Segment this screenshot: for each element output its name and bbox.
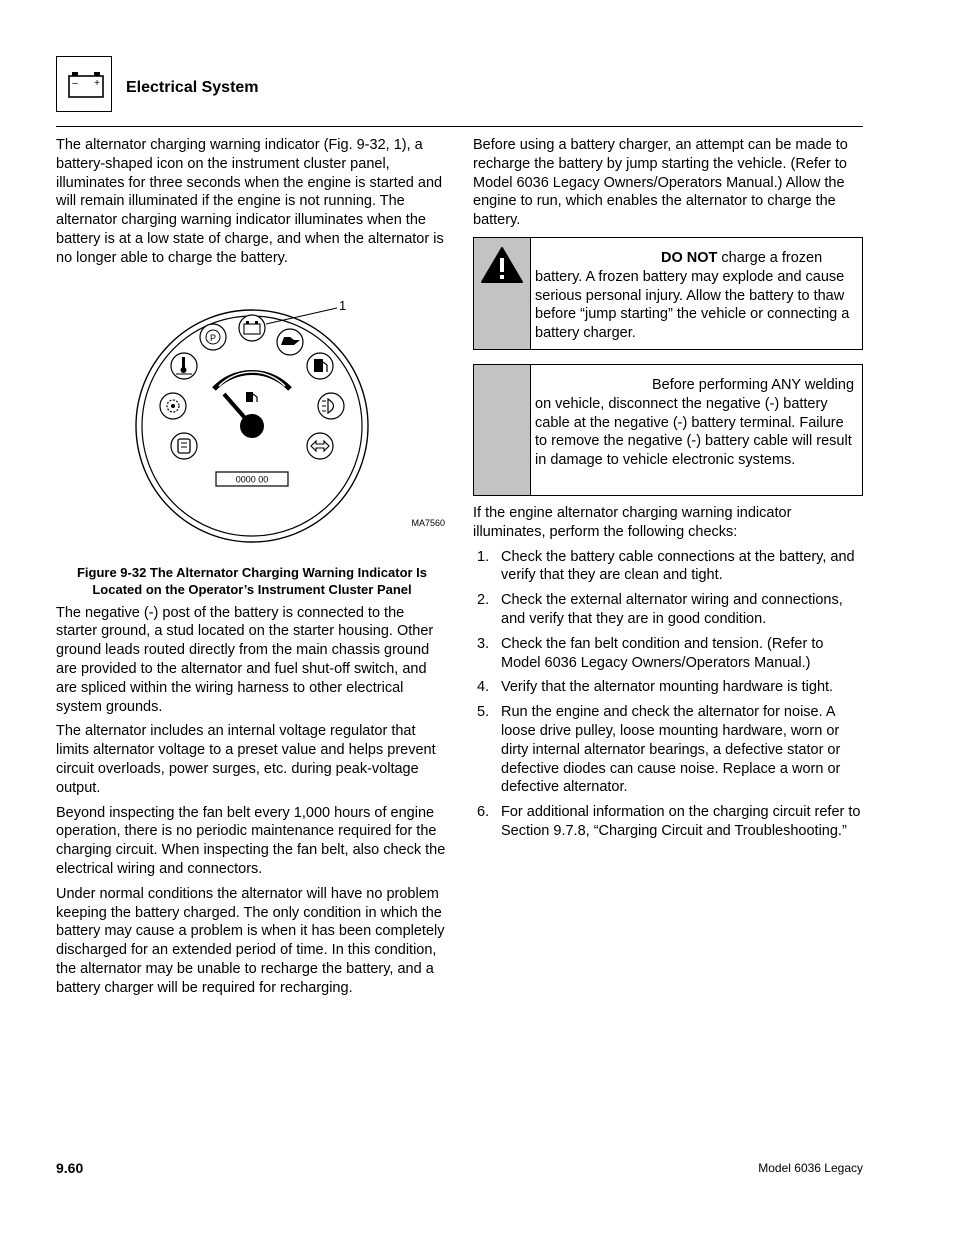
battery-icon-box (56, 56, 112, 112)
warning-message: charge a frozen battery. A frozen battery may explode and cause serious personal injury. Allow the battery to thaw before “jump starting” the vehicle or connecting a battery charger. (535, 249, 850, 342)
transmission-temperature-lamp-icon (160, 393, 186, 419)
figure-caption: Figure 9-32 The Alternator Charging Warning Indicator Is Located on the Operator’s Instrument Cluster Panel (76, 564, 428, 597)
paragraph-normal-conditions: Under normal conditions the alternator will have no problem keeping the battery charged. The only condition in which the battery may cause a problem is when it has been completely discharged for an extended period of time. In this condition, the alternator may be unable to recharge the battery, and a battery charger will be required for recharging. (56, 885, 445, 996)
notice-message: Before performing ANY welding on vehicle, disconnect the negative (-) battery cable at the negative (-) battery terminal. Failure to remove the negative (-) battery cable will result in damage to vehicle electronic systems. (535, 376, 855, 469)
page-number: 9.60 (56, 1160, 84, 1176)
battery-plus-symbol: + (94, 78, 100, 89)
list-item: 3. Check the fan belt condition and tension. (Refer to Model 6036 Legacy Owners/Operators Manual.) (477, 635, 824, 671)
warning-text (531, 238, 862, 349)
battery-icon (57, 57, 111, 111)
list-item: 5. Run the engine and check the alternator for noise. A loose drive pulley, loose mounting hardware, worn or dirty internal alternator bearings, a defective stator or defective diodes can cause noise. Replace a worn or defective alternator. (477, 704, 841, 796)
section-title: Electrical System (126, 79, 259, 96)
notice-sidebar (474, 365, 531, 495)
paragraph-jump-start: Before using a battery charger, an attempt can be made to recharge the battery by jump starting the vehicle. (Refer to Model 6036 Legacy Owners/Operators Manual.) Allow the engine to run, which enables the alternator to charge the battery. (473, 137, 848, 229)
paragraph-regulator: The alternator includes an internal voltage regulator that limits alternator voltage to a preset value and helps prevent circuit overloads, power surges, etc. during peak-voltage output. (56, 723, 436, 796)
headlight-lamp-icon (318, 393, 344, 419)
warning-callout (473, 237, 863, 350)
instrument-cluster-illustration (56, 294, 448, 556)
fuel-level-lamp-icon (307, 353, 333, 379)
list-item: 1. Check the battery cable connections at the battery, and verify that they are clean and tight. (477, 548, 855, 584)
notice-callout (473, 364, 863, 496)
gauge-hub (240, 414, 264, 438)
paragraph-maintenance: Beyond inspecting the fan belt every 1,000 hours of engine operation, there is no periodic maintenance required for the charging circuit. When inspecting the fan belt, also check the electrical wiring and connectors. (56, 804, 446, 877)
warning-triangle-icon (474, 238, 530, 298)
figure-instrument-cluster (56, 294, 448, 556)
notice-text (531, 365, 862, 495)
warning-emphasis: DO NOT (661, 249, 718, 266)
list-item: 2. Check the external alternator wiring and connections, and verify that they are in good condition. (477, 592, 843, 627)
park-brake-lamp-icon (200, 324, 226, 350)
left-column (56, 136, 448, 1004)
alternator-warning-lamp-icon (239, 315, 265, 341)
warning-sidebar (474, 238, 531, 349)
checks-list (473, 548, 863, 841)
paragraph-grounding: The negative (-) post of the battery is connected to the starter ground, a stud located on the starter housing. Other ground leads routed directly from the main chassis ground are provided to the alternator and fuel shut-off switch, and are spliced within the wiring harness to other electrical system grounds. (56, 604, 434, 715)
battery-minus-symbol: – (72, 78, 78, 89)
paragraph-indicator-intro: The alternator charging warning indicator (Fig. 9-32, 1), a battery-shaped icon on the instrument cluster panel, illuminates for three seconds when the engine is started and will remain illuminated if the engine is not running. The alternator charging warning indicator illuminates when the battery is at a low state of charge, and when the alternator is no longer able to charge the battery. (56, 137, 444, 266)
figure-image-id: MA7560 (411, 517, 445, 528)
turn-signal-lamp-icon (307, 433, 333, 459)
park-brake-letter: P (209, 332, 217, 343)
oil-pressure-lamp-icon (277, 329, 303, 355)
footer-model-name: Model 6036 Legacy (758, 1161, 863, 1175)
header-divider (56, 126, 863, 127)
right-column (473, 136, 863, 847)
list-item: 4. Verify that the alternator mounting hardware is tight. (477, 679, 834, 696)
hour-meter-reading: 0000 00 (235, 474, 269, 485)
paragraph-checks-intro: If the engine alternator charging warning indicator illuminates, perform the following checks: (473, 504, 792, 540)
engine-filter-lamp-icon (171, 433, 197, 459)
coolant-temperature-lamp-icon (171, 353, 197, 379)
list-item: 6. For additional information on the charging circuit refer to Section 9.7.8, “Charging Circuit and Troubleshooting.” (477, 804, 861, 839)
callout-number: 1 (339, 297, 347, 313)
